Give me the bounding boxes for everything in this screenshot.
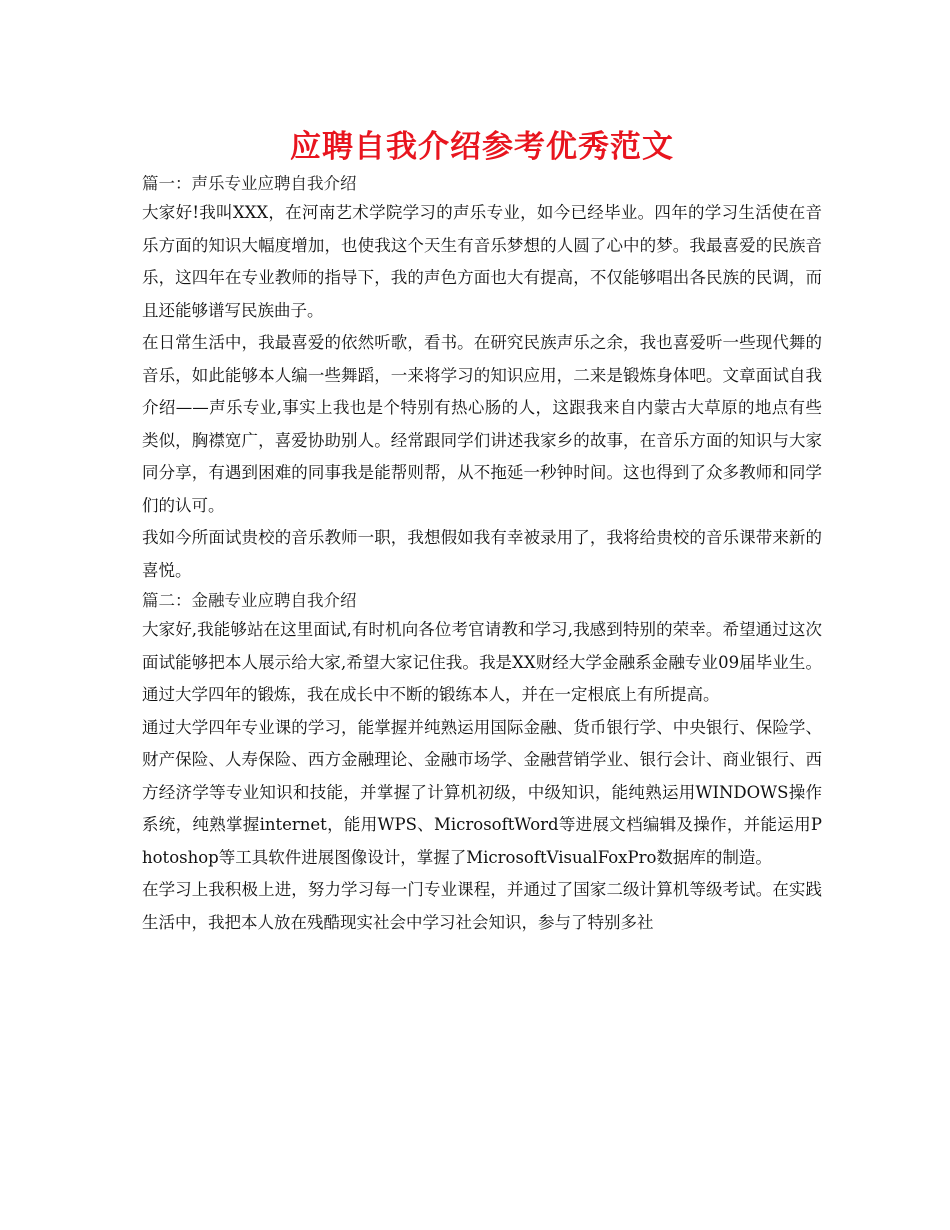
paragraph: 我如今所面试贵校的音乐教师一职，我想假如我有幸被录用了，我将给贵校的音乐课带来新的喜悦。 (142, 528, 822, 580)
paragraph: 大家好,我能够站在这里面试,有时机向各位考官请教和学习,我感到特别的荣幸。希望通过这次面试能够把本人展示给大家,希望大家记住我。我是XX财经大学金融系金融专业09届毕业生。通过大学四年的锻炼，我在成长中不断的锻练本人，并在一定根底上有所提高。 (142, 620, 822, 704)
section-finance (142, 587, 822, 939)
section-vocal (142, 170, 822, 587)
section-heading: 篇二：金融专业应聘自我介绍 (142, 591, 357, 610)
document-title: 应聘自我介绍参考优秀范文 (290, 129, 674, 165)
paragraph: 大家好!我叫XXX，在河南艺术学院学习的声乐专业，如今已经毕业。四年的学习生活使在音乐方面的知识大幅度增加，也使我这个天生有音乐梦想的人圆了心中的梦。我最喜爱的民族音乐，这四年在专业教师的指导下，我的声色方面也大有提高，不仅能够唱出各民族的民调，而且还能够谱写民族曲子。 (142, 203, 822, 320)
paragraph: 通过大学四年专业课的学习，能掌握并纯熟运用国际金融、货币银行学、中央银行、保险学、财产保险、人寿保险、西方金融理论、金融市场学、金融营销学业、银行会计、商业银行、西方经济学等专业知识和技能，并掌握了计算机初级，中级知识，能纯熟运用WINDOWS操作系统，纯熟掌握internet，能用WPS、MicrosoftWord等进展文档编辑及操作，并能运用Photoshop等工具软件进展图像设计，掌握了MicrosoftVisualFoxPro数据库的制造。 (142, 717, 822, 867)
paragraph: 在学习上我积极上进，努力学习每一门专业课程，并通过了国家二级计算机等级考试。在实践生活中，我把本人放在残酷现实社会中学习社会知识，参与了特别多社 (142, 880, 822, 932)
paragraph: 在日常生活中，我最喜爱的依然听歌，看书。在研究民族声乐之余，我也喜爱听一些现代舞的音乐，如此能够本人编一些舞蹈，一来将学习的知识应用，二来是锻炼身体吧。文章面试自我介绍——声乐专业,事实上我也是个特别有热心肠的人，这跟我来自内蒙古大草原的地点有些类似，胸襟宽广，喜爱协助别人。经常跟同学们讲述我家乡的故事，在音乐方面的知识与大家同分享，有遇到困难的同事我是能帮则帮，从不拖延一秒钟时间。这也得到了众多教师和同学们的认可。 (142, 333, 822, 515)
section-heading: 篇一：声乐专业应聘自我介绍 (142, 174, 357, 193)
document-page (142, 124, 822, 939)
